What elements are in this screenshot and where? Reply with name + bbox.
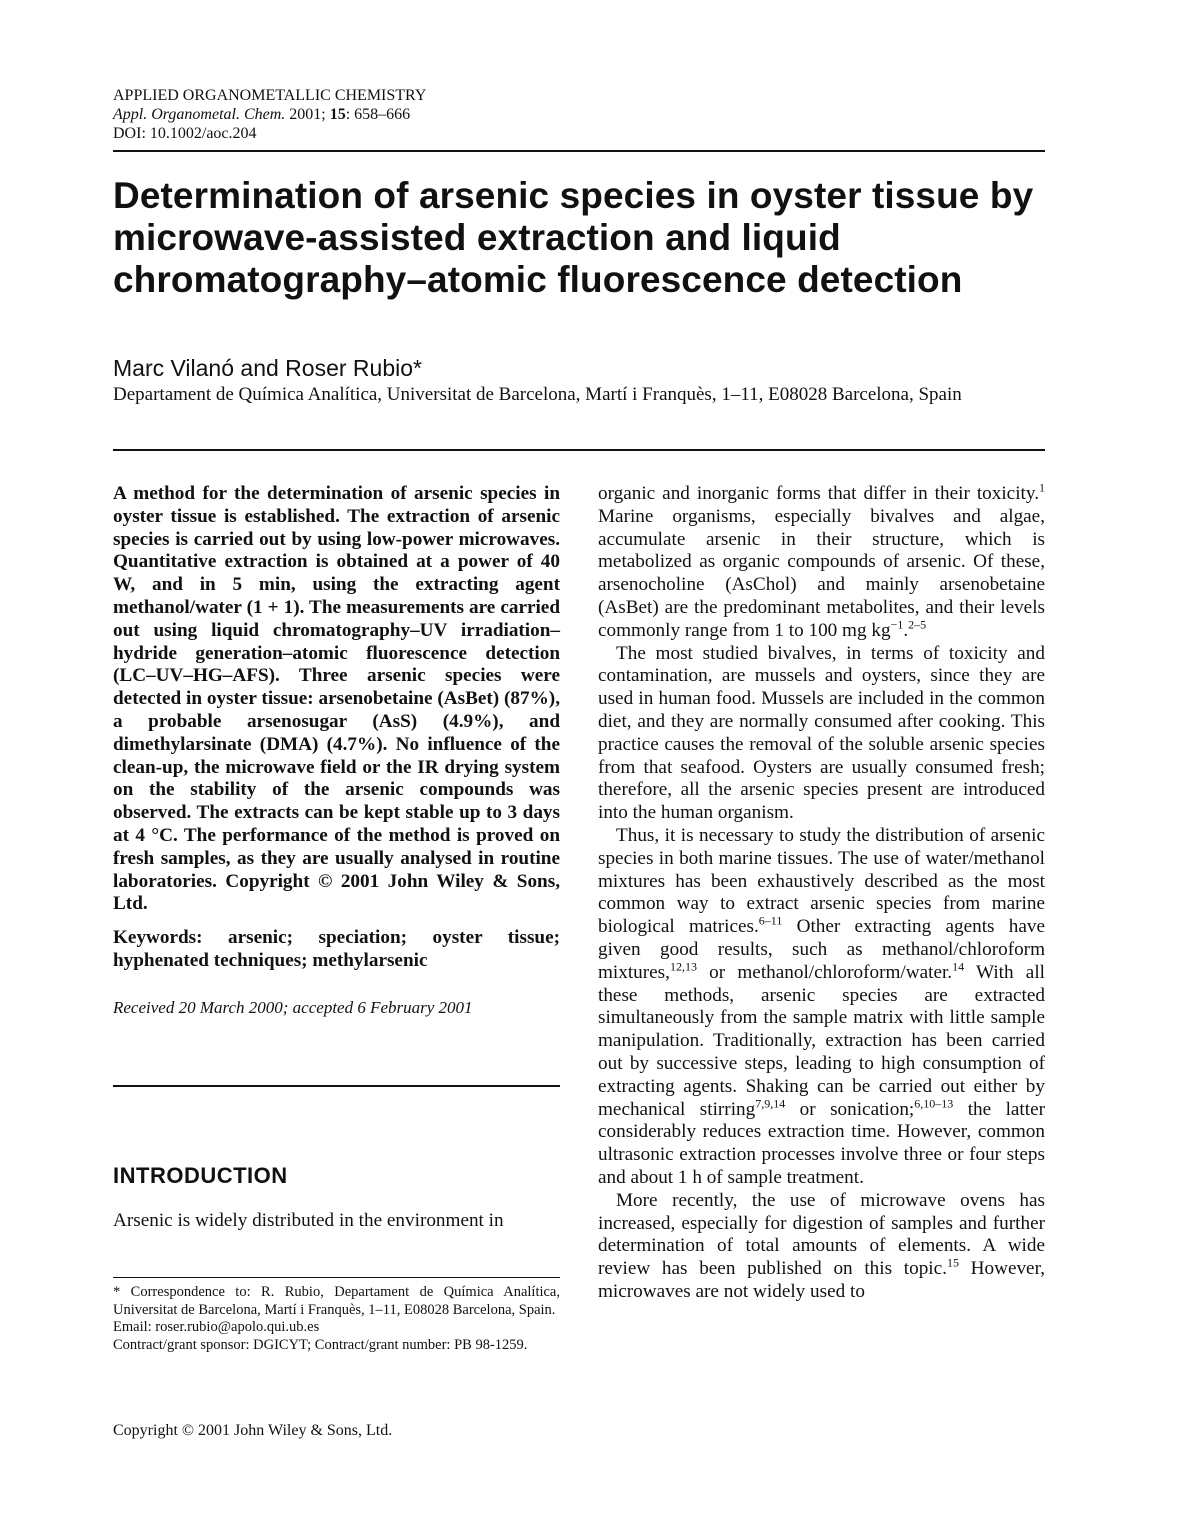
journal-name: APPLIED ORGANOMETALLIC CHEMISTRY: [113, 87, 427, 104]
paragraph-1: organic and inorganic forms that differ in their toxicity.$^1$ Marine organisms, especially bivalves and algae, accumulate arsenic in their structure, which is metabolized as organic compounds of arsenic. Of these, arsenocholine (AsChol) and mainly arsenobetaine (AsBet) are the predominant metabolites, and their levels commonly range from 1 to 100 mg $kg^{-1}.^{2-5}$: [598, 480, 1045, 641]
doi: DOI: 10.1002/aoc.204: [113, 125, 257, 142]
journal-citation: [113, 105, 426, 124]
footnotes: [113, 1284, 560, 1354]
abstract-text: A method for the determination of arsenic species in oyster tissue is established. The extraction of arsenic species is carried out by using low-power microwaves. Quantitative extraction is obtained at a power of 40 W, and in 5 min, using the extracting agent methanol/water (1 + 1). The measurements are carried out using liquid chromatography–UV irradiation–hydride generation–atomic fluorescence detection (LC–UV–HG–AFS). Three arsenic species were detected in oyster tissue: arsenobetaine (AsBet) (87%), a probable arsenosugar (AsS) (4.9%), and dimethylarsinate (DMA) (4.7%). No influence of the clean-up, the microwave field or the IR drying system on the stability of the arsenic compounds was observed. The extracts can be kept stable up to 3 days at 4 °C. The performance of the method is proved on fresh samples, as they are usually analysed in routine laboratories. Copyright © 2001 John Wiley & Sons, Ltd.: [113, 483, 560, 915]
correspondence-note: * Correspondence to: R. Rubio, Departament de Química Analítica, Universitat de Barcelona, Martí i Franquès, 1–11, E08028 Barcelona, Spain.: [113, 1284, 560, 1318]
page-copyright: Copyright © 2001 John Wiley & Sons, Ltd.: [113, 1422, 393, 1439]
citation-year: 2001;: [289, 106, 326, 123]
received-date: Received 20 March 2000; accepted 6 February 2001: [113, 997, 473, 1017]
introduction-first-line: Arsenic is widely distributed in the environment in: [113, 1210, 504, 1231]
ref-7-9-14: 7,9,14: [755, 1096, 786, 1111]
ref-6-11: 6–11: [758, 913, 783, 928]
section-heading-introduction: INTRODUCTION: [113, 1163, 288, 1188]
unit-superscript: −1: [890, 617, 904, 632]
paragraph-4: More recently, the use of microwave ovens has increased, especially for digestion of samples and further determination of total amounts of elements. A wide review has been published on this topic.$^{15}$ However, microwaves are not widely used to: [598, 1189, 1045, 1302]
ref-2-5: 2–5: [908, 617, 927, 632]
paragraph-2: The most studied bivalves, in terms of toxicity and contamination, are mussels and oysters, since they are used in human food. Mussels are included in the common diet, and they are normally consumed after cooking. This practice causes the removal of the soluble arsenic species from that seafood. Oysters are usually consumed fresh; therefore, all the arsenic species present are introduced into the human organism.: [598, 642, 1045, 824]
email-note: Email: roser.rubio@apolo.qui.ub.es: [113, 1319, 320, 1336]
citation-volume: 15: [329, 106, 346, 123]
grant-note: Contract/grant sponsor: DGICYT; Contract/grant number: PB 98-1259.: [113, 1336, 528, 1353]
journal-header: [113, 86, 426, 143]
journal-abbrev: Appl. Organometal. Chem.: [113, 106, 286, 123]
ref-1: 1: [1039, 480, 1045, 495]
ref-12-13: 12,13: [669, 959, 697, 974]
body-right-column: [598, 480, 1045, 1304]
footnote-rule: [113, 1277, 560, 1278]
ref-14: 14: [952, 959, 965, 974]
ref-15: 15: [946, 1255, 959, 1270]
affiliation-rule: [113, 449, 1045, 451]
affiliation: Departament de Química Analítica, Universitat de Barcelona, Martí i Franquès, 1–11, E08028 Barcelona, Spain: [113, 384, 962, 405]
authors: Marc Vilanó and Roser Rubio*: [113, 355, 422, 381]
citation-pages: : 658–666: [345, 106, 411, 123]
header-rule: [113, 150, 1045, 152]
keywords: Keywords: arsenic; speciation; oyster tissue; hyphenated techniques; methylarsenic: [113, 927, 560, 971]
ref-6-10-13: 6,10–13: [914, 1096, 954, 1111]
article-title: Determination of arsenic species in oyster tissue by microwave-assisted extraction and liquid chromatography–atomic fluorescence detection: [113, 175, 1034, 300]
abstract-rule: [113, 1085, 560, 1087]
paragraph-3: Thus, it is necessary to study the distribution of arsenic species in both marine tissues. The use of water/methanol mixtures has been exhaustively described as the most common way to extract arsenic species from marine biological matrices.$^{6-11}$ Other extracting agents have given good results, such as methanol/chloroform mixtures,$^{12,13}$ or methanol/chloroform/water.$^{14}$ With all these methods, arsenic species are extracted simultaneously from the sample matrix with little sample manipulation. Traditionally, extraction has been carried out by successive steps, leading to high consumption of extracting agents. Shaking can be carried out either by mechanical stirring$^{7,9,14}$ or sonication;$^{6,10-13}$ the latter considerably reduces extraction time. However, common ultrasonic extraction processes involve three or four steps and about 1 h of sample treatment.: [598, 824, 1045, 1188]
abstract-column: [113, 483, 560, 1020]
